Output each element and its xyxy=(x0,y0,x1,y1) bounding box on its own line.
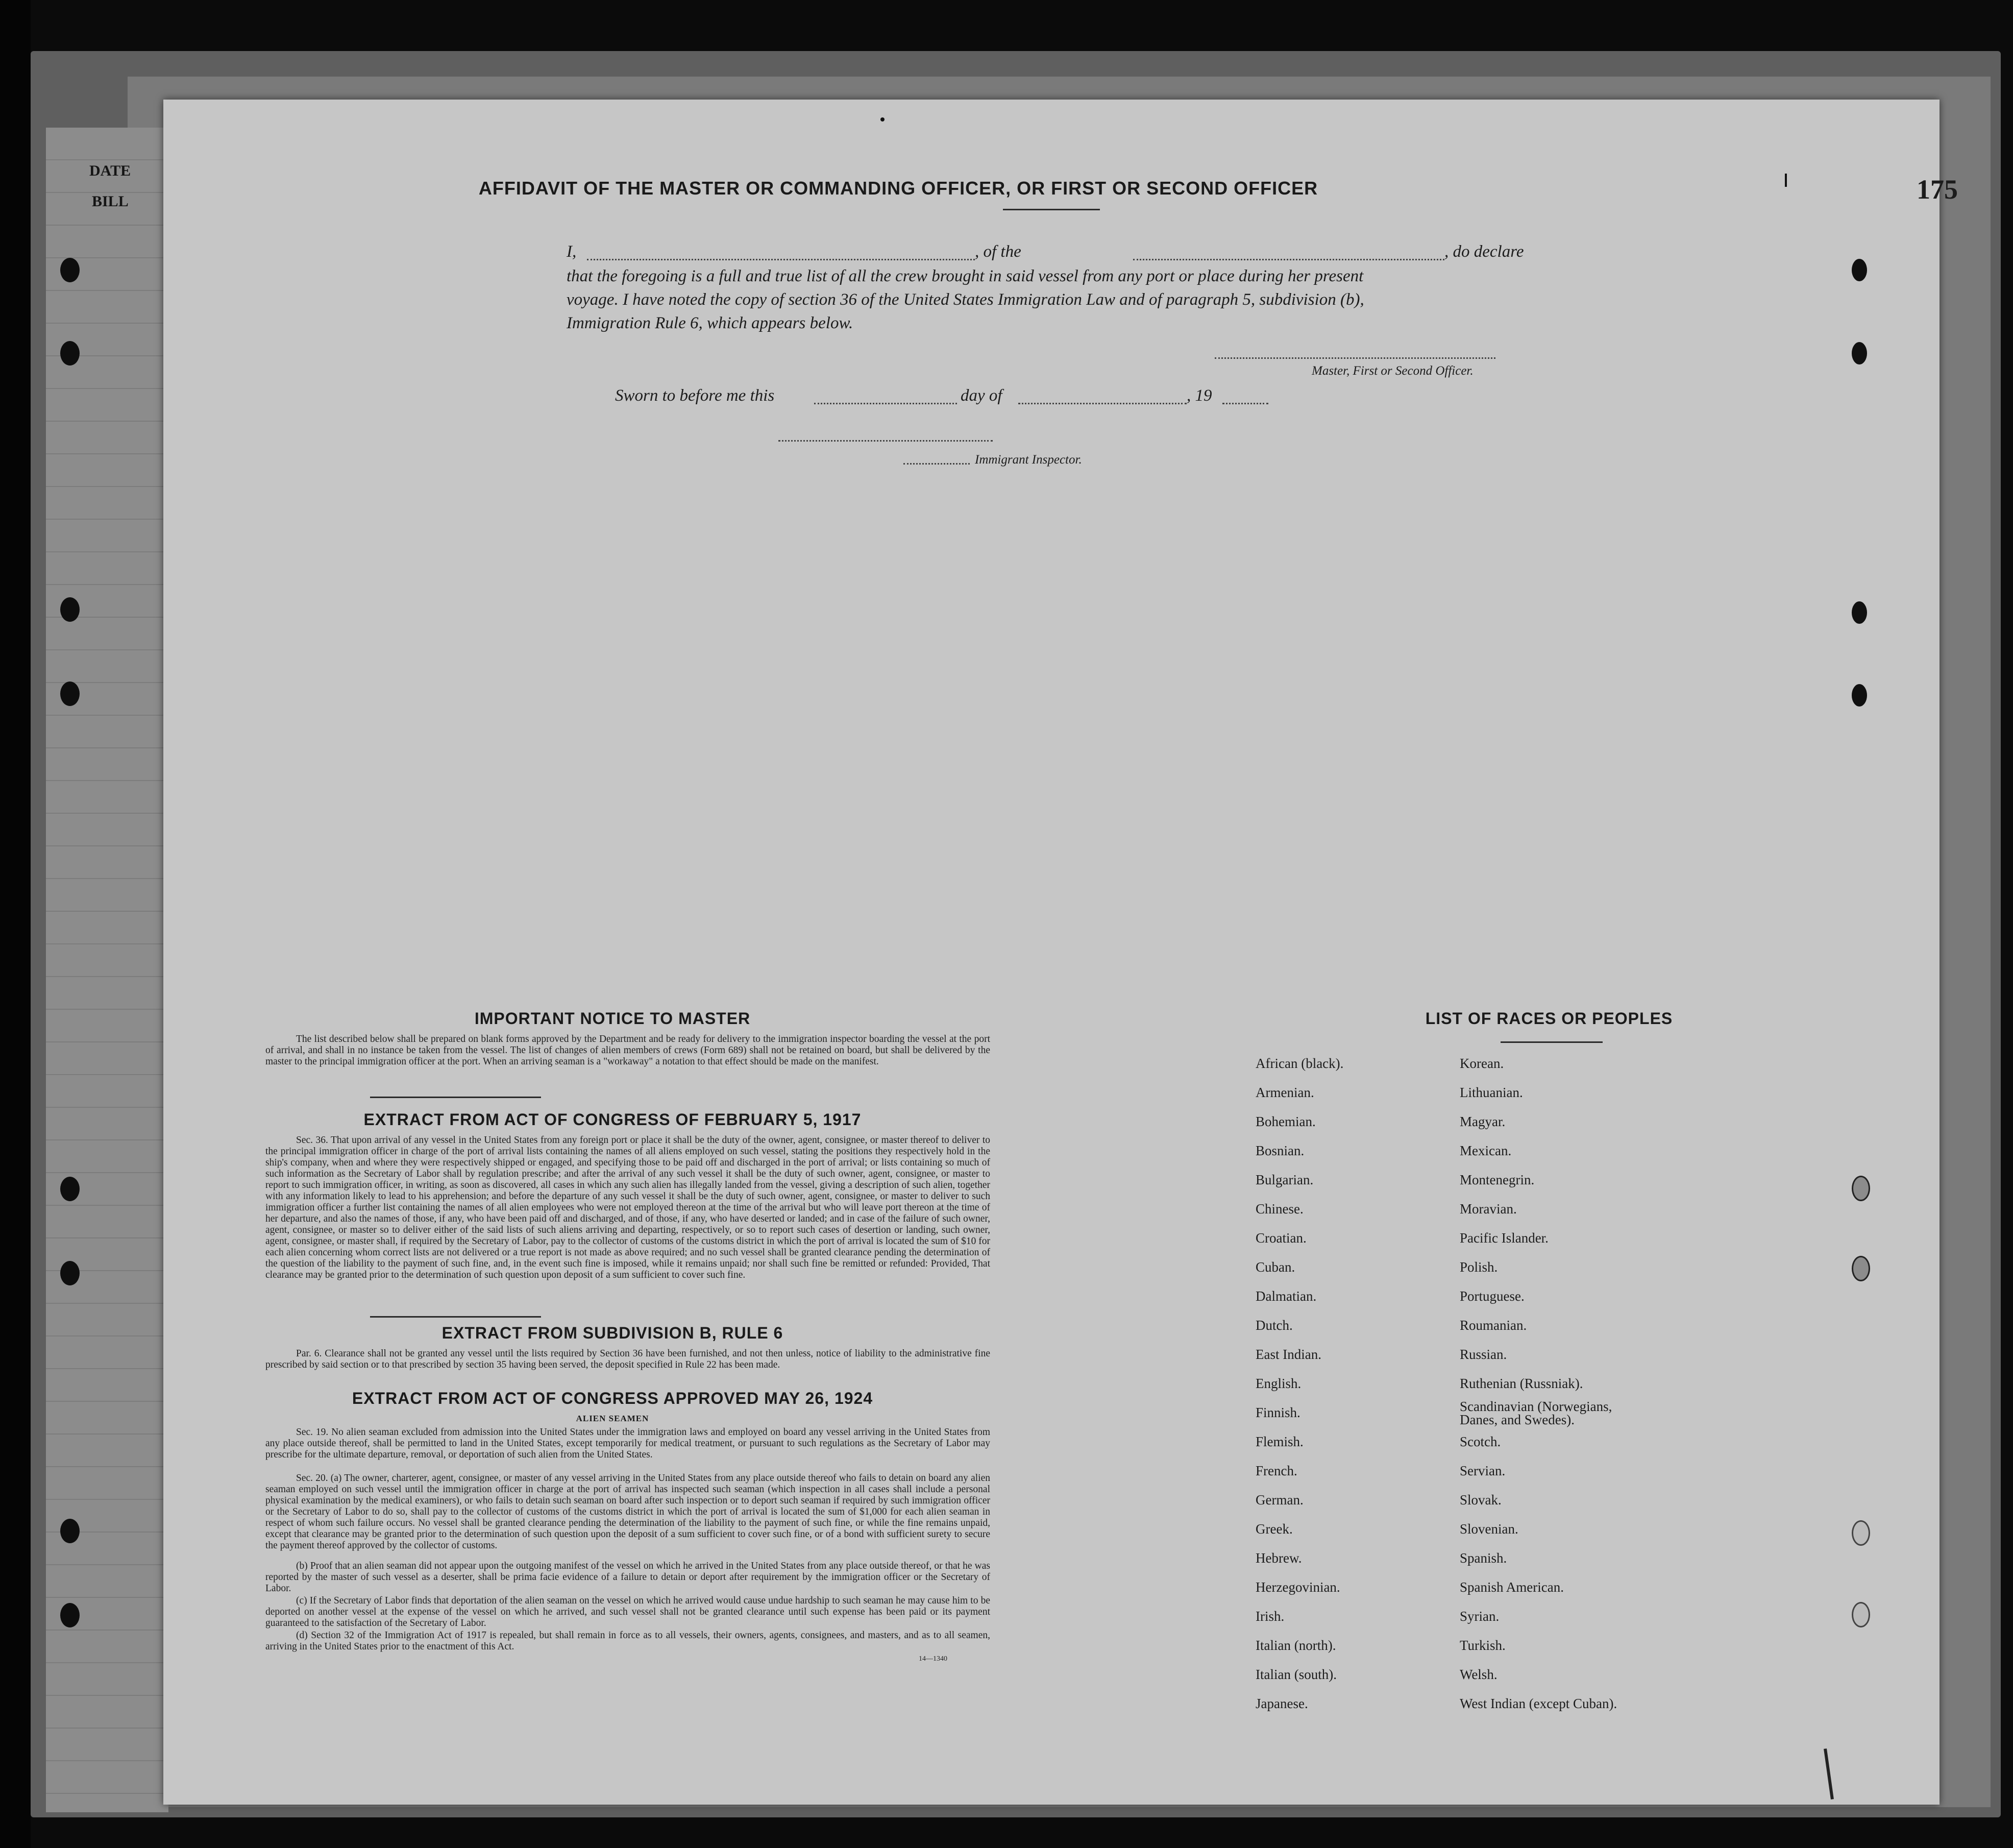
affidavit-of-the: , of the xyxy=(975,242,1021,261)
list-item: Spanish. xyxy=(1460,1550,1507,1566)
list-item: Moravian. xyxy=(1460,1201,1517,1217)
list-item: African (black). xyxy=(1256,1056,1344,1071)
punch-hole xyxy=(1852,684,1867,707)
alien-seamen-subtitle: ALIEN SEAMEN xyxy=(576,1414,649,1423)
punch-hole xyxy=(1852,342,1867,364)
affidavit-declare: , do declare xyxy=(1444,242,1524,261)
list-item: East Indian. xyxy=(1256,1347,1321,1362)
list-item: Irish. xyxy=(1256,1609,1285,1624)
sworn-prefix: Sworn to before me this xyxy=(615,386,775,405)
list-item: Armenian. xyxy=(1256,1085,1314,1100)
vessel-line xyxy=(1133,259,1444,260)
sworn-day-of: day of xyxy=(961,386,1002,405)
punch-hole xyxy=(1852,1602,1870,1627)
punch-hole xyxy=(1852,259,1867,281)
affidavit-title: AFFIDAVIT OF THE MASTER OR COMMANDING OFFICER, OR FIRST OR SECOND OFFICER xyxy=(478,178,1318,199)
list-item: Bosnian. xyxy=(1256,1143,1305,1158)
binder-hole-3 xyxy=(60,597,80,622)
extract-1917-text: Sec. 36. That upon arrival of any vessel in the United States from any foreign port or place it shall be the duty of the owner, agent, consignee, or master thereof to deliver to the principal immigration officer in charge of the port of arrival lists containing the names of all aliens employed on such vessel, stating the positions they respectively hold in the ship's company, when and where they were respectively shipped or engaged, and specifying those to be paid off and discharged in the port of arrival; or lists containing so much of such information as the Secretary of Labor shall by regulation prescribe; and after the arrival of any such vessel it shall be the duty of such owner, agent, consignee, or master to report to such immigration officer, in writing, as soon as discovered, all cases in which any such alien has illegally landed from the vessel, giving a description of such alien, together with any information likely to lead to his apprehension; and before the departure of any such vessel it shall be the duty of such owner, agent, consignee, or master to deliver to such immigration officer a further list containing the names of all alien employees who were not employed thereon at the time of the arrival but who will leave port thereon at the time of her departure, and also the names of those, if any, who have been paid off and discharged, and of those, if any, who have deserted or landed; and in case of the failure of such owner, agent, consignee, or master so to deliver either of the said lists of such aliens arriving and departing, respectively, or so to report such cases of desertion or landing, such owner, agent, consignee, or master shall, if required by the Secretary of Labor, pay to the collector of customs of the customs district in which the port of arrival is located the sum of $10 for each alien concerning whom correct lists are not delivered or a true report is not made as above required; and no such vessel shall be granted clearance pending the determination of the question of the liability to the payment of such fine, and, in the event such fine is imposed, while it remains unpaid; nor shall such fine be remitted or refunded: Provided, That clearance may be granted prior to the determination of such question upon deposit of a sum sufficient to cover such fine. xyxy=(265,1135,990,1280)
name-line xyxy=(587,259,975,260)
list-item: Ruthenian (Russniak). xyxy=(1460,1376,1583,1391)
ledger-strip xyxy=(46,128,168,1812)
affidavit-line3: voyage. I have noted the copy of section 36 of the United States Immigration Law and of paragraph 5, subdivision (b), xyxy=(567,290,1364,309)
affidavit-i: I, xyxy=(567,242,577,261)
list-item: Bohemian. xyxy=(1256,1114,1316,1129)
manifest-page xyxy=(163,100,1940,1805)
affidavit-line4: Immigration Rule 6, which appears below. xyxy=(567,314,853,332)
sec20c-text: (c) If the Secretary of Labor finds that deportation of the alien seaman on the vessel on which he arrived would cause undue hardship to such seaman he may cause him to be deported on another vessel at the expense of the vessel on which he arrived, and such vessel shall not be granted clearance until such expense has been paid or its payment guaranteed to the satisfaction of the Secretary of Labor. xyxy=(265,1595,990,1628)
sworn-month-line xyxy=(1018,403,1187,404)
scan-border xyxy=(0,0,31,1848)
list-item: Chinese. xyxy=(1256,1201,1304,1217)
list-item: Dutch. xyxy=(1256,1318,1293,1333)
page-number: 175 xyxy=(1917,174,1958,205)
sworn-year: , 19 xyxy=(1187,386,1212,405)
pen-mark xyxy=(1824,1748,1834,1800)
affidavit-line2: that the foregoing is a full and true list of all the crew brought in said vessel from any port or place during her present xyxy=(567,267,1364,285)
list-item: French. xyxy=(1256,1463,1297,1478)
list-item: Welsh. xyxy=(1460,1667,1498,1682)
binder-hole-1 xyxy=(60,258,80,282)
sworn-year-line xyxy=(1222,403,1268,404)
list-item: Mexican. xyxy=(1460,1143,1512,1158)
list-item: Turkish. xyxy=(1460,1638,1506,1653)
list-item: Magyar. xyxy=(1460,1114,1506,1129)
list-item: German. xyxy=(1256,1492,1304,1507)
punch-hole xyxy=(1852,1176,1870,1201)
list-item: Pacific Islander. xyxy=(1460,1230,1549,1246)
sec20b-text: (b) Proof that an alien seaman did not appear upon the outgoing manifest of the vessel on which he arrived in the United States from any place outside thereof, or that he was reported by the master of such vessel as a deserter, shall be prima facie evidence of a failure to detain or deport after requirement by the immigration officer or the Secretary of Labor. xyxy=(265,1561,990,1594)
binder-hole-2 xyxy=(60,341,80,366)
notice-title: IMPORTANT NOTICE TO MASTER xyxy=(474,1009,751,1028)
extract-1917-rule xyxy=(370,1316,541,1318)
list-item: Bulgarian. xyxy=(1256,1172,1314,1187)
list-item: Herzegovinian. xyxy=(1256,1579,1340,1595)
ink-dot xyxy=(880,117,885,121)
binder-hole-4 xyxy=(60,682,80,706)
list-item: Montenegrin. xyxy=(1460,1172,1535,1187)
list-item: Italian (south). xyxy=(1256,1667,1337,1682)
list-item: Flemish. xyxy=(1256,1434,1304,1449)
list-item: West Indian (except Cuban). xyxy=(1460,1696,1617,1711)
pen-mark xyxy=(1785,174,1787,187)
inspector-line-1 xyxy=(778,440,993,442)
inspector-caption: Immigrant Inspector. xyxy=(975,453,1082,467)
list-item: Croatian. xyxy=(1256,1230,1307,1246)
binder-hole-6 xyxy=(60,1261,80,1285)
list-item: Japanese. xyxy=(1256,1696,1308,1711)
list-item: English. xyxy=(1256,1376,1302,1391)
list-item: Dalmatian. xyxy=(1256,1288,1317,1304)
list-item: Roumanian. xyxy=(1460,1318,1527,1333)
form-code: 14—1340 xyxy=(919,1655,947,1663)
list-item: Portuguese. xyxy=(1460,1288,1525,1304)
list-item: Servian. xyxy=(1460,1463,1506,1478)
punch-hole xyxy=(1852,601,1867,624)
list-item: Polish. xyxy=(1460,1259,1498,1275)
list-item: Korean. xyxy=(1460,1056,1504,1071)
list-item: Slovak. xyxy=(1460,1492,1502,1507)
sec19-text: Sec. 19. No alien seaman excluded from admission into the United States under the immigration laws and employed on board any vessel arriving in the United States from any place outside thereof, shall be permitted to land in the United States, except temporarily for medical treatment, or pursuant to such regulations as the Secretary of Labor may prescribe for the ultimate departure, removal, or deportation of such alien from the United States. xyxy=(265,1427,990,1460)
master-signature-line xyxy=(1215,357,1495,359)
list-item: Italian (north). xyxy=(1256,1638,1336,1653)
list-item: Scotch. xyxy=(1460,1434,1501,1449)
list-item: Cuban. xyxy=(1256,1259,1295,1275)
list-item: Slovenian. xyxy=(1460,1521,1518,1537)
notice-rule xyxy=(370,1097,541,1098)
sec20a-text: Sec. 20. (a) The owner, charterer, agent, consignee, or master of any vessel arriving in the United States from any place outside thereof who fails to detain on board any alien seaman employed on such vessel until the immigration officer in charge at the port of arrival has inspected such seaman (which inspection in all cases shall include a personal physical examination by the medical examiners), or who fails to detain such seaman on board after such inspection or to deport such seaman if required by such immigration officer or the Secretary of Labor to do so, shall pay to the collector of customs of the customs district in which the port of arrival is located the sum of $1,000 for each alien seaman in respect of whom such failure occurs. No vessel shall be granted clearance pending the determination of the liability to the payment of such fine, or while the fine remains unpaid, except that clearance may be granted prior to the determination of such question upon the deposit of a sum sufficient to cover such fine, or of a bond with sufficient surety to secure the payment thereof approved by the collector of customs. xyxy=(265,1473,990,1551)
binder-hole-5 xyxy=(60,1177,80,1201)
punch-hole xyxy=(1852,1256,1870,1281)
rule6-text: Par. 6. Clearance shall not be granted any vessel until the lists required by Section 36 have been furnished, and not then unless, notice of liability to the administrative fine prescribed by said section or to that prescribed by section 35 having been served, the deposit specified in Rule 22 has been made. xyxy=(265,1348,990,1370)
punch-hole xyxy=(1852,1520,1870,1546)
list-item: Finnish. xyxy=(1256,1405,1300,1420)
list-item: Russian. xyxy=(1460,1347,1507,1362)
strip-label-date: DATE xyxy=(89,162,131,179)
list-item: Lithuanian. xyxy=(1460,1085,1523,1100)
strip-label-bill: BILL xyxy=(92,193,129,210)
list-item: Hebrew. xyxy=(1256,1550,1302,1566)
list-item: Spanish American. xyxy=(1460,1579,1564,1595)
binder-hole-7 xyxy=(60,1519,80,1543)
list-item: Syrian. xyxy=(1460,1609,1500,1624)
title-rule xyxy=(1003,209,1100,210)
notice-text: The list described below shall be prepared on blank forms approved by the Department and be ready for delivery to the immigration inspector boarding the vessel at the port of arrival, and shall in no instance be taken from the vessel. The list of changes of alien members of crews (Form 689) shall not be retained on board, but shall be delivered by the master to the principal immigration officer at the port. When an arriving seaman is a "workaway" a notation to that effect should be made on the manifest. xyxy=(265,1034,990,1067)
races-rule xyxy=(1501,1041,1603,1043)
inspector-line-2 xyxy=(903,463,970,465)
list-item: Scandinavian (Norwegians, Danes, and Swedes). xyxy=(1460,1399,1612,1427)
races-title: LIST OF RACES OR PEOPLES xyxy=(1425,1009,1673,1028)
master-signature-caption: Master, First or Second Officer. xyxy=(1312,364,1474,378)
list-item: Greek. xyxy=(1256,1521,1293,1537)
sworn-day-line xyxy=(814,403,957,404)
rule6-title: EXTRACT FROM SUBDIVISION B, RULE 6 xyxy=(441,1324,783,1342)
extract-1917-title: EXTRACT FROM ACT OF CONGRESS OF FEBRUARY 5, 1917 xyxy=(363,1110,862,1129)
sec20d-text: (d) Section 32 of the Immigration Act of 1917 is repealed, but shall remain in force as to all vessels, their owners, agents, consignees, and masters, and as to all seamen, arriving in the United States prior to the enactment of this Act. xyxy=(265,1630,990,1652)
extract-1924-title: EXTRACT FROM ACT OF CONGRESS APPROVED MAY 26, 1924 xyxy=(352,1389,873,1407)
binder-hole-8 xyxy=(60,1603,80,1627)
